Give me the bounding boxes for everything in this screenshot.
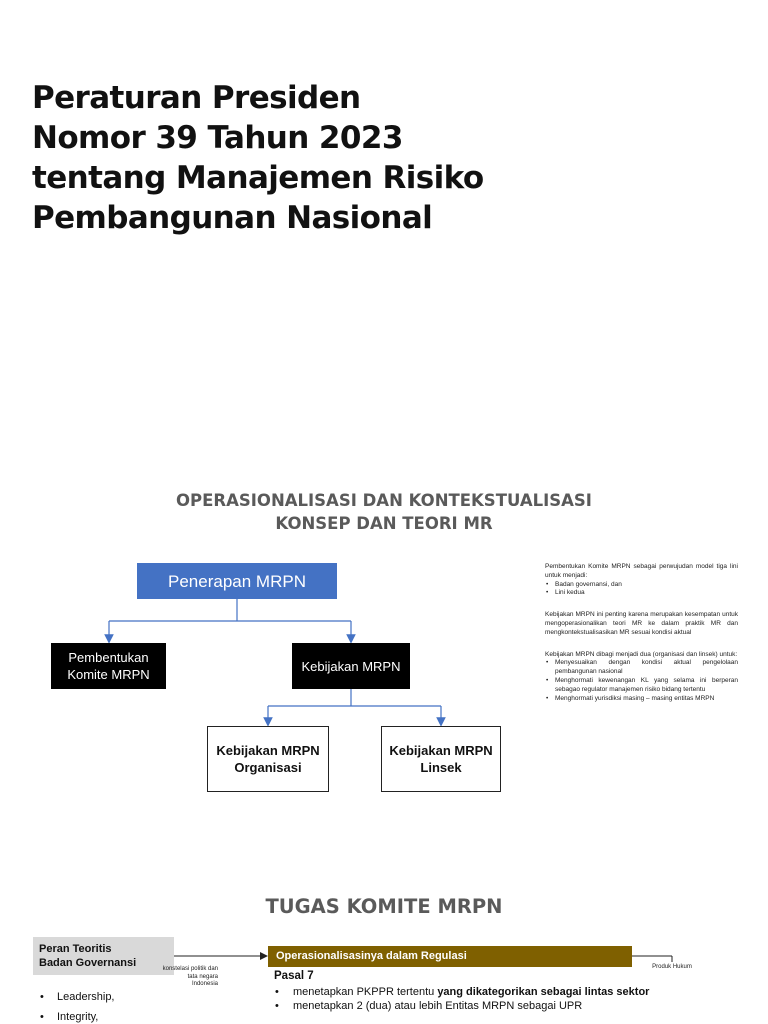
note-komite-list	[545, 581, 738, 599]
peran-bullet-item: • Leadership,	[40, 987, 115, 1007]
node-kebijakan-linsek: Kebijakan MRPN Linsek	[381, 726, 501, 792]
note-pembagian	[545, 651, 738, 704]
heading-line-2: KONSEP DAN TEORI MR	[275, 514, 493, 533]
peran-line-1: Peran Teoritis	[39, 943, 112, 955]
node-pembentukan-komite: Pembentukan Komite MRPN	[51, 643, 166, 689]
heading-line-1: OPERASIONALISASI DAN KONTEKSTUALISASI	[176, 491, 592, 510]
note-pembagian-list	[545, 659, 738, 703]
note-pembagian-intro: Kebijakan MRPN dibagi menjadi dua (organisasi dan linsek) untuk:	[545, 650, 738, 658]
section-heading-operasionalisasi	[0, 489, 768, 535]
title-line-4: Pembangunan Nasional	[32, 200, 433, 236]
pasal-item-text: menetapkan PKPPR tertentu	[293, 986, 438, 998]
peran-teoritis-box	[33, 937, 174, 975]
pasal-list	[274, 985, 654, 1013]
node-kebijakan-mrpn: Kebijakan MRPN	[292, 643, 410, 689]
title-line-3: tentang Manajemen Risiko	[32, 160, 484, 196]
title-line-1: Peraturan Presiden	[32, 80, 361, 116]
document-title	[32, 78, 552, 238]
note-kebijakan-text: Kebijakan MRPN ini penting karena merupakan kesempatan untuk mengoperasionalikan teori MR ke dalam praktik MR dan mengkontekstualisasikan MR sesuai kondisi aktual	[545, 611, 738, 636]
pasal-item: • menetapkan 2 (dua) atau lebih Entitas MRPN sebagai UPR	[274, 999, 654, 1013]
pasal-label: Pasal 7	[274, 970, 314, 982]
node-penerapan-mrpn: Penerapan MRPN	[137, 563, 337, 599]
note-komite-item: • Badan governansi, dan	[545, 581, 738, 590]
note-pembagian-item: • Menghormati yurisdiksi masing – masing entitas MRPN	[545, 695, 738, 704]
note-pembagian-item: • Menyesuaikan dengan kondisi aktual pengelolaan pembangunan nasional	[545, 659, 738, 677]
peran-line-2: Badan Governansi	[39, 957, 137, 969]
note-komite-item: • Lini kedua	[545, 589, 738, 598]
note-komite-intro: Pembentukan Komite MRPN sebagai perwujudan model tiga lini untuk menjadi:	[545, 563, 738, 579]
pasal-item-bold: yang dikategorikan sebagai lintas sektor	[437, 986, 650, 998]
side-notes	[545, 563, 738, 716]
peran-bullet-item: • Integrity,	[40, 1007, 115, 1024]
section-heading-tugas-komite: TUGAS KOMITE MRPN	[265, 895, 503, 918]
operasionalisasi-header: Operasionalisasinya dalam Regulasi	[268, 946, 632, 967]
note-kebijakan	[545, 611, 738, 637]
title-line-2: Nomor 39 Tahun 2023	[32, 120, 403, 156]
pasal-item	[274, 985, 654, 999]
konstelasi-label: konstelasi politik dan tata negara Indonesia	[162, 966, 218, 987]
node-kebijakan-organisasi: Kebijakan MRPN Organisasi	[207, 726, 329, 792]
peran-bullets	[40, 987, 115, 1024]
produk-hukum-label: Produk Hukum	[652, 964, 692, 970]
note-komite	[545, 563, 738, 598]
note-pembagian-item: • Menghormati kewenangan KL yang selama ini berperan sebagao regulator manajemen risiko bidang tertentu	[545, 677, 738, 695]
